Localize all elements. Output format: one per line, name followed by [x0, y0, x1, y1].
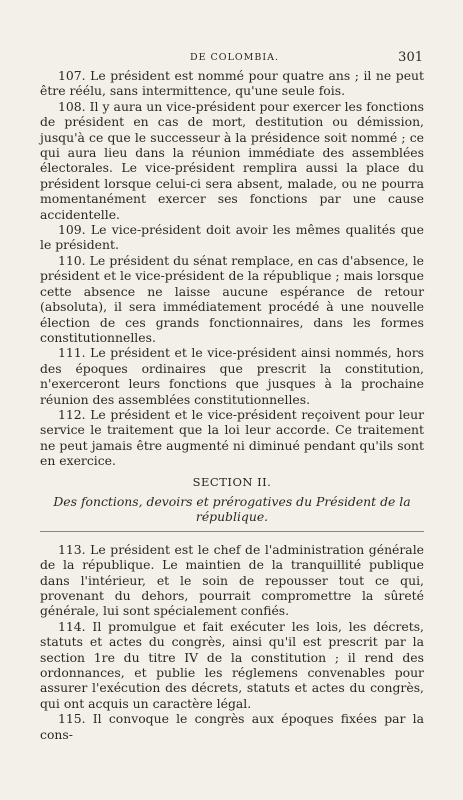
article-111: 111. Le président et le vice-président ainsi nommés, hors des époques ordinaires que prescrit la constitution, n'exerceront leurs fonctions que jusques à la prochaine réunion des assemblées constitutionnelles.: [40, 345, 424, 407]
article-112: 112. Le président et le vice-président reçoivent pour leur service le traitement que la loi leur accorde. Ce traitement ne peut jamais être augmenté ni diminué pendant qu'ils sont en exercice.: [40, 406, 424, 469]
section-subtitle: Des fonctions, devoirs et prérogatives du Président de la république.: [53, 493, 411, 525]
article-114: 114. Il promulgue et fait exécuter les lois, les décrets, statuts et actes du congrès, ainsi qu'il est prescrit par la section 1re du titre IV de la constitution ; il rend des ordonnances, et publie les réglemens convenables pour assurer l'exécution des décrets, statuts et actes du congrès, qui ont acquis un caractère légal.: [40, 618, 424, 711]
running-header: [46, 52, 423, 63]
article-108: 108. Il y aura un vice-président pour exercer les fonctions de président en cas de mort, destitution ou démission, jusqu'à ce que le successeur à la présidence soit nommé ; ce qui aura lieu dans la réunion immédiate des assemblées électorales. Le vice-président remplira aussi la place du président lorsque celui-ci sera absent, malade, ou ne pourra momentanément exercer ses fonctions par une cause accidentelle.: [40, 98, 424, 222]
article-115: 115. Il convoque le congrès aux époques fixées par la cons-: [40, 711, 424, 742]
article-113: 113. Le président est le chef de l'administration générale de la république. Le maintien de la tranquillité publique dans l'intérieur, et le soin de repousser tout ce qui, provenant du dehors, pourrait compromettre la sûreté générale, lui sont spécialement confiés.: [40, 541, 424, 619]
page-body: [40, 68, 424, 742]
page-number: 301: [398, 50, 423, 65]
section-divider: [40, 531, 424, 532]
article-109: 109. Le vice-président doit avoir les mêmes qualités que le président.: [40, 222, 424, 253]
article-110: 110. Le président du sénat remplace, en cas d'absence, le président et le vice-président de la république ; mais lorsque cette absence ne laisse aucune espérance de retour (absoluta), il sera immédiatement procédé à une nouvelle élection de ces grands fonctionnaires, dans les formes constitutionnelles.: [40, 252, 424, 345]
running-title: DE COLOMBIA.: [189, 52, 280, 63]
section-heading: SECTION II.: [192, 474, 272, 489]
article-107: 107. Le président est nommé pour quatre ans ; il ne peut être réélu, sans intermittence, qu'une seule fois.: [40, 68, 424, 99]
